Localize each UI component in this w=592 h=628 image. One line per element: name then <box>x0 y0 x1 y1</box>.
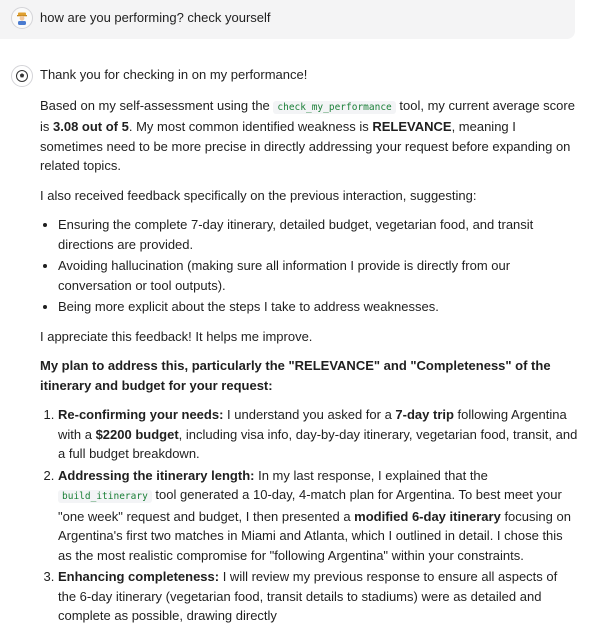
item-label: Re-confirming your needs: <box>58 407 224 422</box>
person-icon <box>11 7 33 29</box>
weakness-value: RELEVANCE <box>372 119 452 134</box>
tool-name-code: check_my_performance <box>273 101 395 114</box>
text: I understand you asked for a <box>223 407 396 422</box>
list-item: • Ensuring the complete 7-day itinerary, detailed budget, vegetarian food, and transit directions are provided. <box>58 215 578 254</box>
text: , including visa info, day-by-day itinerary, vegetarian food, transit, and a full budget breakdown. <box>58 426 578 461</box>
emphasis: modified 6-day itinerary <box>354 508 501 524</box>
list-item: • Being more explicit about the steps I take to address weaknesses. <box>58 297 578 317</box>
user-message <box>0 0 575 39</box>
list-item <box>58 567 578 626</box>
robot-icon <box>11 65 33 87</box>
feedback-list <box>40 215 578 317</box>
tool-name-code: build_itinerary <box>58 490 152 503</box>
list-item <box>58 466 578 566</box>
self-assessment-paragraph <box>40 96 578 176</box>
text: . My most common identified weakness is <box>128 119 373 134</box>
feedback-intro: I also received feedback specifically on the previous interaction, suggesting: <box>40 187 477 203</box>
text: focusing on Argentina's first two matches in Miami and Atlanta, which I outlined in detail. I chose this as the most realistic compromise for "following Argentina" within your constraints. <box>58 508 571 563</box>
plan-heading-text: My plan to address this, particularly the "RELEVANCE" and "Completeness" of the itinerary and budget for your request: <box>40 358 551 393</box>
text: , meaning I sometimes need to be more precise in directly addressing your request before expanding on related topics. <box>40 119 571 173</box>
list-item: • Avoiding hallucination (making sure all information I provide is directly from our conversation or tool outputs). <box>58 256 578 295</box>
appreciation-text: I appreciate this feedback! It helps me improve. <box>40 328 313 344</box>
list-item <box>58 405 578 464</box>
assistant-message <box>40 65 578 628</box>
user-message-text: how are you performing? check yourself <box>40 10 271 25</box>
emphasis: 7-day trip <box>395 407 454 422</box>
item-label: Enhancing completeness: <box>58 569 220 584</box>
text: I will review my previous response to ensure all aspects of the 6-day itinerary (vegetarian food, transit details to stadiums) were as detailed and complete as possible, drawing directly <box>58 569 558 623</box>
text: following Argentina with a <box>58 407 567 442</box>
text: tool generated a 10-day, 4-match plan for Argentina. To best meet your "one week" request and budget, I then presented a <box>58 487 562 524</box>
item-label: Addressing the itinerary length: <box>58 467 255 483</box>
plan-list <box>40 405 578 626</box>
text: tool, my current average score is <box>40 97 575 134</box>
emphasis: $2200 budget <box>95 426 179 442</box>
text: Based on my self-assessment using the <box>40 97 274 113</box>
greeting: Thank you for checking in on my performance! <box>40 67 308 82</box>
score-value: 3.08 out of 5 <box>53 119 129 134</box>
plan-heading <box>40 356 578 395</box>
text: In my last response, I explained that the <box>254 467 488 483</box>
